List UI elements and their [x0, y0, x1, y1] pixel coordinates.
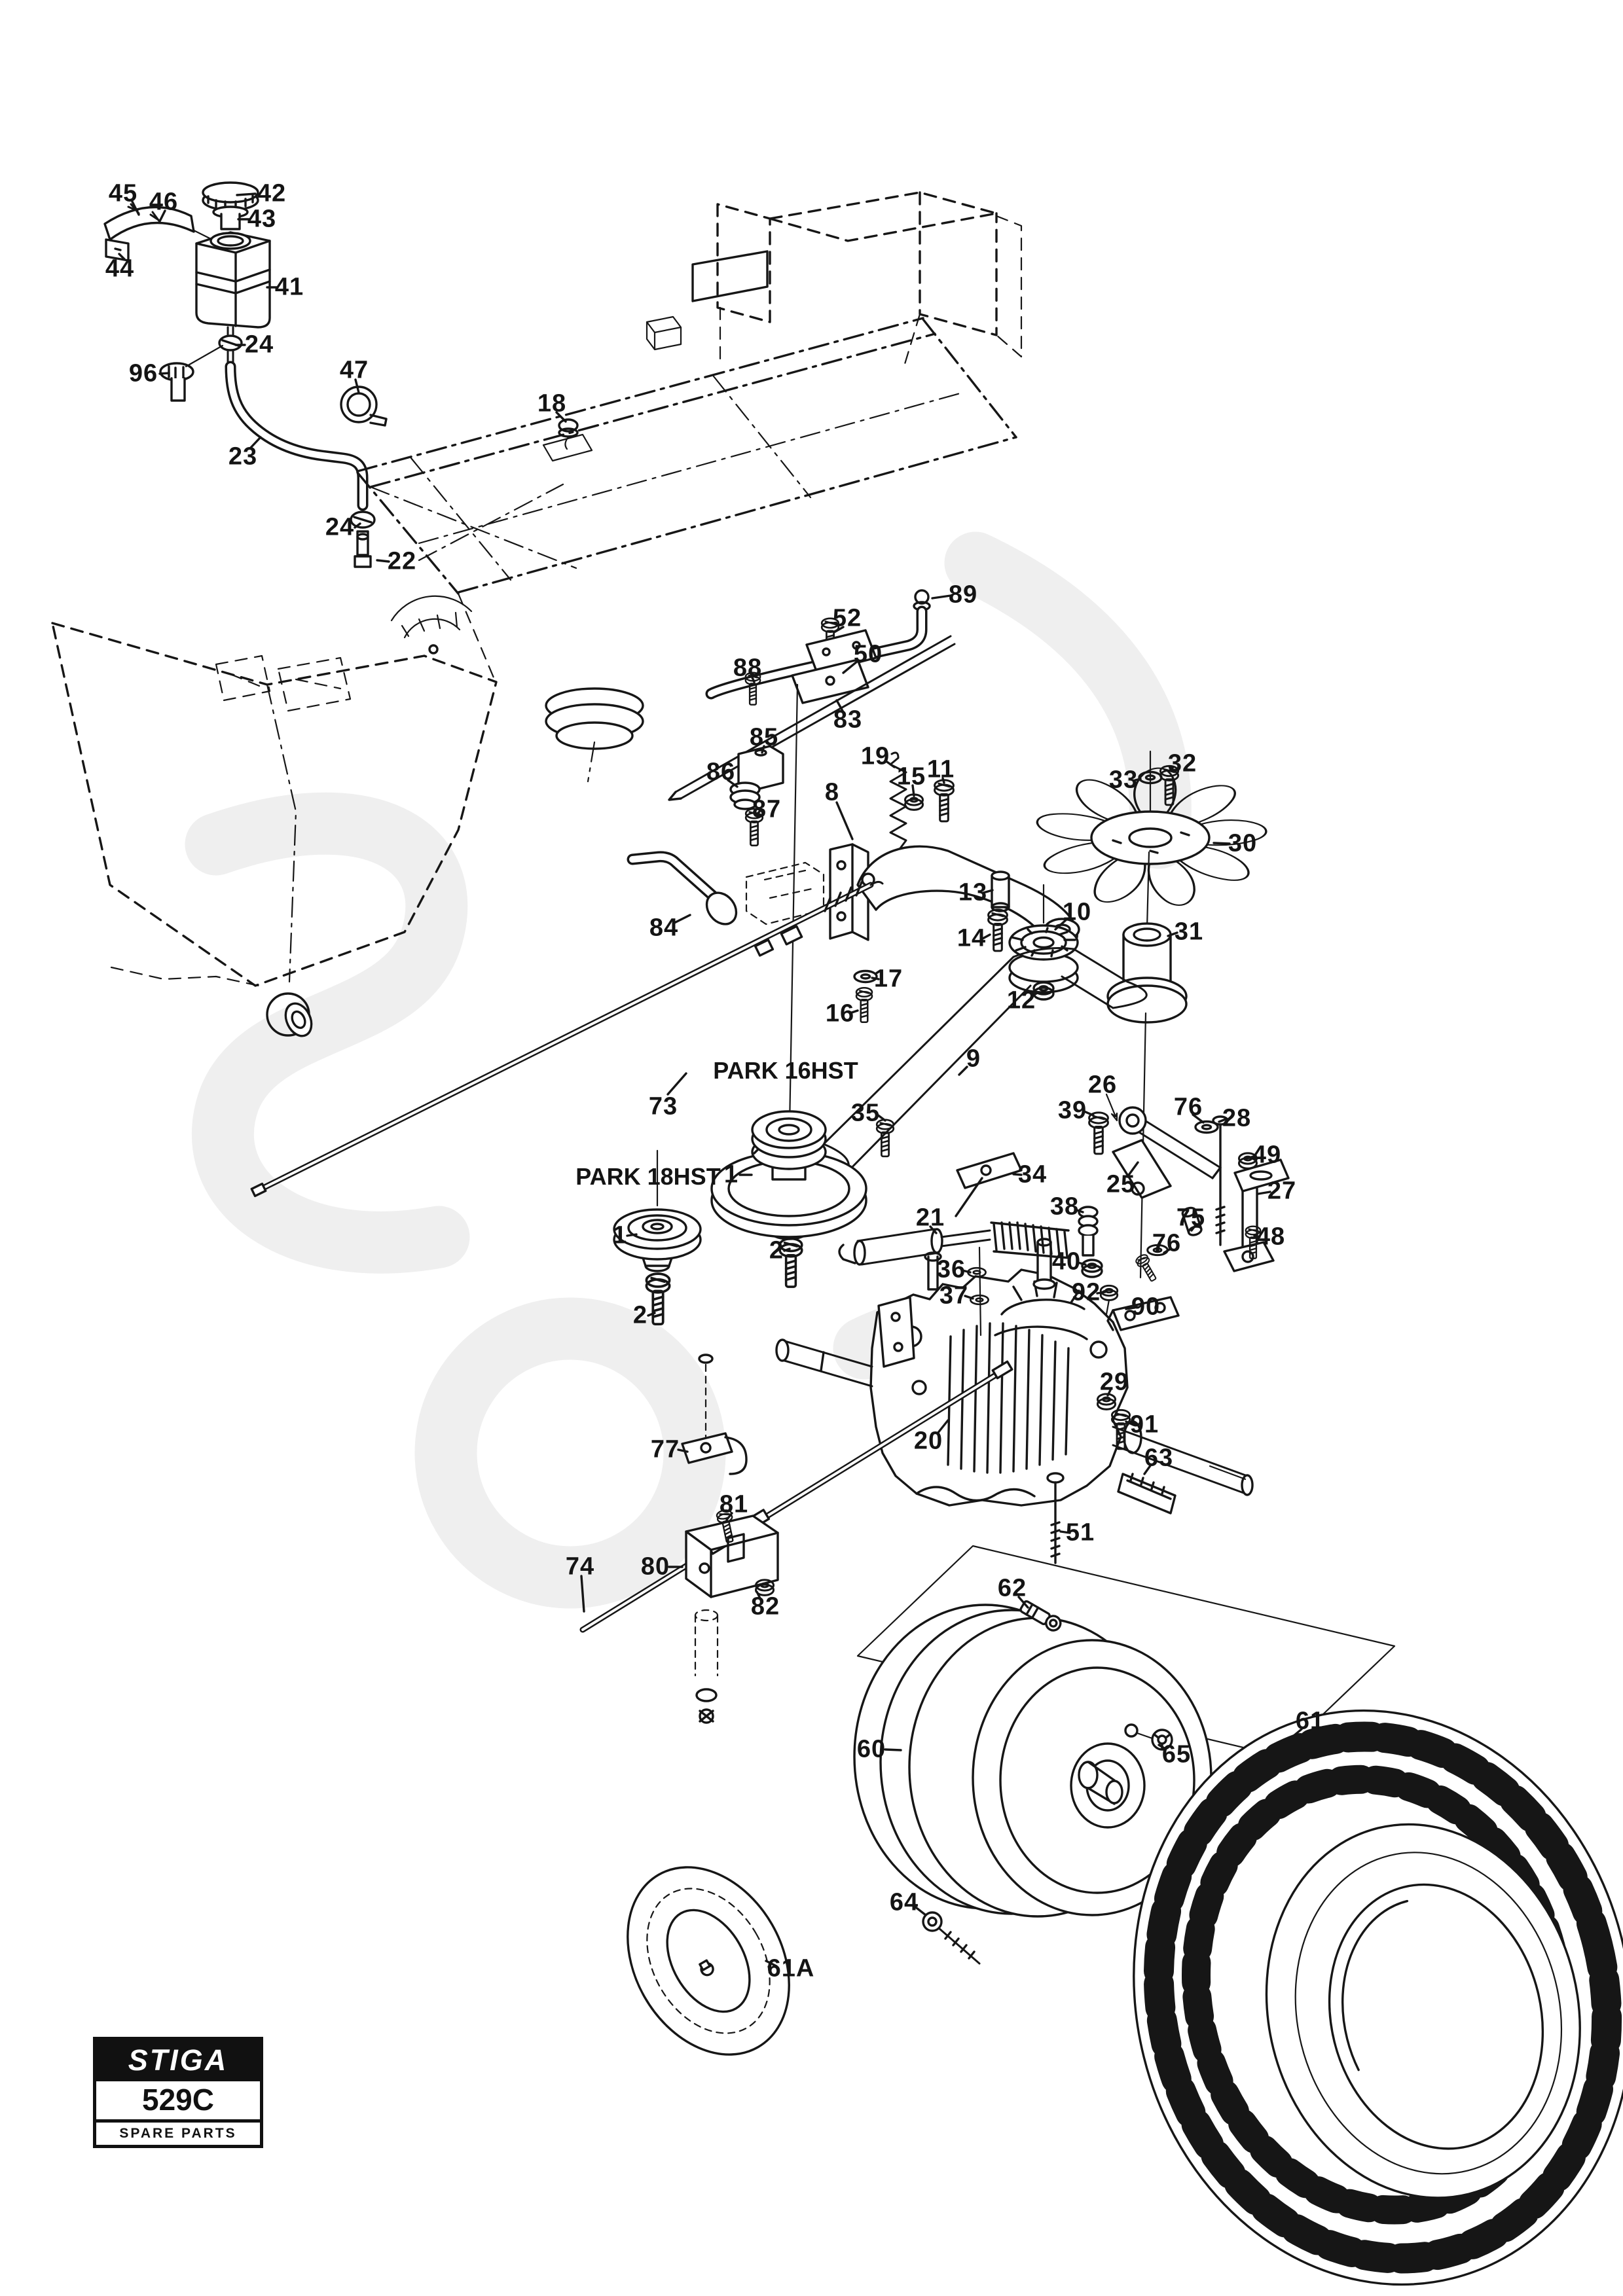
part-label-50: 50 [853, 640, 883, 668]
model-number: 529C [96, 2081, 260, 2123]
grommet [559, 420, 577, 449]
part-label-12: 12 [1006, 986, 1036, 1014]
part-label-15: 15 [896, 762, 926, 791]
annotation-park-16hst: PARK 16HST [713, 1057, 858, 1084]
part-label-1-18hst: 1 [612, 1221, 628, 1249]
part-label-61: 61 [1295, 1707, 1325, 1735]
part-label-2-16hst: 2 [769, 1236, 784, 1265]
stack-38-40 [1079, 1207, 1102, 1277]
part-label-19: 19 [860, 742, 890, 770]
fan-idler-group [824, 751, 1271, 1175]
part-label-48: 48 [1256, 1223, 1286, 1251]
part-label-28: 28 [1222, 1104, 1252, 1132]
part-label-76a: 76 [1173, 1093, 1203, 1121]
spring-clamp [341, 387, 386, 425]
part-label-9: 9 [966, 1045, 981, 1073]
part-label-24b: 24 [325, 513, 355, 541]
part-label-47: 47 [339, 356, 369, 384]
bolt-16 [856, 988, 872, 1022]
part-label-63: 63 [1144, 1444, 1174, 1472]
part-label-80: 80 [640, 1552, 670, 1581]
part-label-73: 73 [648, 1092, 678, 1121]
bolt-11 [935, 780, 954, 821]
part-label-14: 14 [957, 924, 987, 952]
part-label-43: 43 [247, 205, 277, 233]
part-label-32: 32 [1167, 749, 1197, 778]
part-label-89: 89 [948, 581, 978, 609]
part-label-10: 10 [1062, 898, 1092, 926]
part-label-76b: 76 [1152, 1229, 1182, 1257]
part-label-60: 60 [856, 1735, 886, 1763]
spacer-13 [992, 872, 1009, 911]
filler-neck [213, 207, 247, 229]
brand-logo [96, 2040, 260, 2081]
part-label-13: 13 [958, 878, 988, 906]
rear-bracket [647, 192, 1021, 367]
part-label-23: 23 [228, 442, 258, 471]
axle-key-63 [1118, 1474, 1175, 1513]
bolt-64 [923, 1912, 979, 1964]
bolt-39 [1089, 1113, 1108, 1154]
part-label-86: 86 [706, 758, 736, 786]
part-label-21: 21 [915, 1204, 945, 1232]
chassis-frame [357, 192, 1021, 781]
part-label-82: 82 [750, 1592, 780, 1621]
part-label-46: 46 [149, 188, 179, 216]
part-label-16: 16 [825, 999, 855, 1028]
part-label-62: 62 [997, 1574, 1027, 1602]
part-label-92: 92 [1071, 1278, 1101, 1306]
part-label-40: 40 [1051, 1247, 1082, 1276]
part-label-26: 26 [1087, 1071, 1118, 1099]
part-label-65: 65 [1161, 1740, 1192, 1768]
part-label-38: 38 [1049, 1193, 1080, 1221]
part-label-35: 35 [850, 1099, 881, 1127]
bolt-28 [1213, 1117, 1228, 1245]
part-label-64: 64 [889, 1888, 919, 1916]
steering-sector [392, 596, 471, 653]
part-label-33: 33 [1108, 766, 1139, 794]
part-label-84: 84 [649, 914, 679, 942]
part-label-34: 34 [1017, 1160, 1048, 1189]
part-label-39: 39 [1057, 1096, 1087, 1124]
part-label-22: 22 [387, 547, 417, 575]
part-label-37: 37 [939, 1282, 969, 1310]
part-label-51: 51 [1065, 1518, 1095, 1547]
part-label-52: 52 [832, 604, 862, 632]
hose-end-fittings [351, 512, 374, 567]
part-label-61A: 61A [767, 1954, 815, 1982]
wheel-group [595, 1546, 1623, 2296]
part-label-91: 91 [1129, 1410, 1159, 1439]
part-label-30: 30 [1228, 829, 1258, 857]
part-label-83: 83 [833, 706, 863, 734]
part-label-41: 41 [274, 273, 304, 301]
bracket-34 [956, 1153, 1021, 1216]
part-label-20: 20 [913, 1427, 943, 1455]
part-label-81: 81 [719, 1490, 749, 1518]
pulley-16hst [712, 1111, 866, 1287]
hose [230, 367, 363, 505]
part-label-36: 36 [936, 1255, 966, 1283]
part-label-27: 27 [1267, 1177, 1297, 1205]
bolt-14 [989, 910, 1008, 951]
part-label-77: 77 [650, 1435, 680, 1463]
part-label-42: 42 [257, 179, 287, 207]
part-label-24a: 24 [244, 331, 274, 359]
part-label-31: 31 [1174, 918, 1204, 946]
part-label-90: 90 [1131, 1293, 1161, 1321]
expansion-tank [196, 232, 270, 327]
part-label-17: 17 [873, 965, 903, 993]
transmission-group [776, 1013, 1288, 1563]
part-label-8: 8 [824, 778, 840, 806]
part-label-75: 75 [1176, 1204, 1206, 1232]
sheet-caption: SPARE PARTS [119, 2126, 237, 2141]
part-label-74: 74 [565, 1552, 595, 1581]
part-label-1-16hst: 1 [723, 1160, 739, 1189]
part-label-2-18hst: 2 [632, 1301, 648, 1329]
part-label-29: 29 [1099, 1368, 1129, 1396]
annotation-park-18hst: PARK 18HST [575, 1163, 721, 1190]
part-label-49: 49 [1252, 1141, 1282, 1169]
part-label-11: 11 [926, 755, 955, 783]
brand-name: STIGA [128, 2043, 228, 2077]
part-label-45: 45 [108, 179, 138, 207]
part-label-85: 85 [749, 723, 779, 751]
part-label-88: 88 [733, 654, 763, 682]
part-label-44: 44 [105, 255, 135, 283]
title-block [93, 2037, 263, 2148]
engine-pulley [546, 689, 643, 781]
part-label-18: 18 [537, 389, 567, 418]
part-label-25: 25 [1106, 1170, 1136, 1198]
part-label-87: 87 [752, 795, 782, 823]
part-label-96: 96 [128, 359, 158, 387]
